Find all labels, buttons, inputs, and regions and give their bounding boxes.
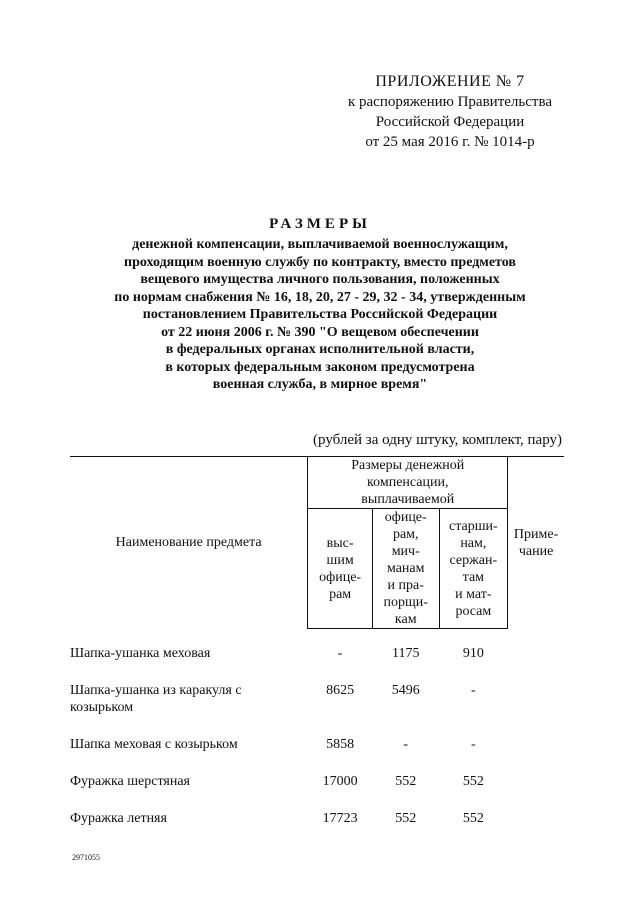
value-sergeants: 910 bbox=[462, 646, 484, 661]
value-senior-officers: - bbox=[337, 646, 343, 661]
table-row bbox=[70, 769, 564, 794]
compensation-table bbox=[70, 456, 564, 831]
subtitle-line: военная служба, в мирное время" bbox=[212, 377, 428, 392]
appendix-line: Российской Федерации bbox=[375, 114, 525, 130]
table-header-row bbox=[70, 457, 564, 509]
value-sergeants: - bbox=[471, 683, 476, 698]
table-row bbox=[70, 806, 564, 831]
value-officers: 1175 bbox=[391, 646, 420, 661]
table-row bbox=[70, 641, 564, 666]
subtitle-line: в которых федеральным законом предусмотрена bbox=[165, 359, 475, 375]
column-header-note: Приме- чание bbox=[513, 526, 559, 559]
value-note bbox=[508, 732, 564, 757]
table-spacer bbox=[70, 720, 564, 732]
value-note bbox=[508, 769, 564, 794]
column-header-senior-officers: выс- шим офице- рам bbox=[308, 509, 373, 629]
value-sergeants: 552 bbox=[462, 811, 484, 826]
item-name: Шапка-ушанка меховая bbox=[70, 646, 211, 661]
item-name: Шапка-ушанка из каракуля с козырьком bbox=[70, 683, 242, 715]
value-senior-officers: 5858 bbox=[326, 737, 355, 752]
item-name: Шапка меховая с козырьком bbox=[70, 737, 238, 752]
subtitle-line: постановлением Правительства Российской Федерации bbox=[142, 307, 498, 322]
value-sergeants: - bbox=[471, 737, 476, 752]
appendix-number: ПРИЛОЖЕНИЕ № 7 bbox=[375, 73, 525, 90]
subtitle-line: проходящим военную службу по контракту, вместо предметов bbox=[124, 254, 516, 270]
appendix-date: от 25 мая 2016 г. № 1014-р bbox=[365, 134, 535, 150]
value-senior-officers: 17723 bbox=[322, 811, 358, 826]
column-header-sergeants: старши- нам, сержан- там и мат- росам bbox=[439, 509, 508, 629]
subtitle-line: денежной компенсации, выплачиваемой военнослужащим, bbox=[132, 237, 508, 252]
value-officers: 552 bbox=[395, 774, 417, 789]
subtitle-line: от 22 июня 2006 г. № 390 "О вещевом обеспечении bbox=[161, 324, 479, 340]
table-spacer bbox=[70, 629, 564, 642]
value-note bbox=[508, 806, 564, 831]
document-subtitle bbox=[60, 236, 580, 394]
document-title: РАЗМЕРЫ bbox=[269, 216, 371, 232]
value-senior-officers: 8625 bbox=[326, 683, 355, 698]
table-spacer bbox=[70, 666, 564, 678]
value-officers: - bbox=[403, 737, 409, 752]
table-spacer bbox=[70, 794, 564, 806]
table-row bbox=[70, 732, 564, 757]
table-row bbox=[70, 678, 564, 720]
value-senior-officers: 17000 bbox=[322, 774, 358, 789]
subtitle-line: в федеральных органах исполнительной власти, bbox=[165, 342, 475, 357]
appendix-block bbox=[330, 72, 570, 152]
column-group-header: Размеры денежной компенсации, выплачиваемой bbox=[308, 457, 508, 509]
column-header-officers: офице- рам, мич- манам и пра- порщи- кам bbox=[372, 509, 439, 629]
value-note bbox=[508, 641, 564, 666]
subtitle-line: по нормам снабжения № 16, 18, 20, 27 - 29, 32 - 34, утвержденным bbox=[114, 289, 526, 305]
item-name: Фуражка шерстяная bbox=[70, 774, 190, 789]
units-note: (рублей за одну штуку, комплект, пару) bbox=[313, 432, 562, 448]
value-note bbox=[508, 678, 564, 720]
value-officers: 552 bbox=[395, 811, 417, 826]
value-sergeants: 552 bbox=[462, 774, 484, 789]
appendix-line: к распоряжению Правительства bbox=[347, 94, 552, 110]
subtitle-line: вещевого имущества личного пользования, положенных bbox=[140, 272, 500, 287]
column-header-name: Наименование предмета bbox=[115, 535, 262, 551]
item-name: Фуражка летняя bbox=[70, 811, 167, 826]
document-code: 2971055 bbox=[72, 853, 100, 862]
table-spacer bbox=[70, 757, 564, 769]
value-officers: 5496 bbox=[391, 683, 420, 698]
